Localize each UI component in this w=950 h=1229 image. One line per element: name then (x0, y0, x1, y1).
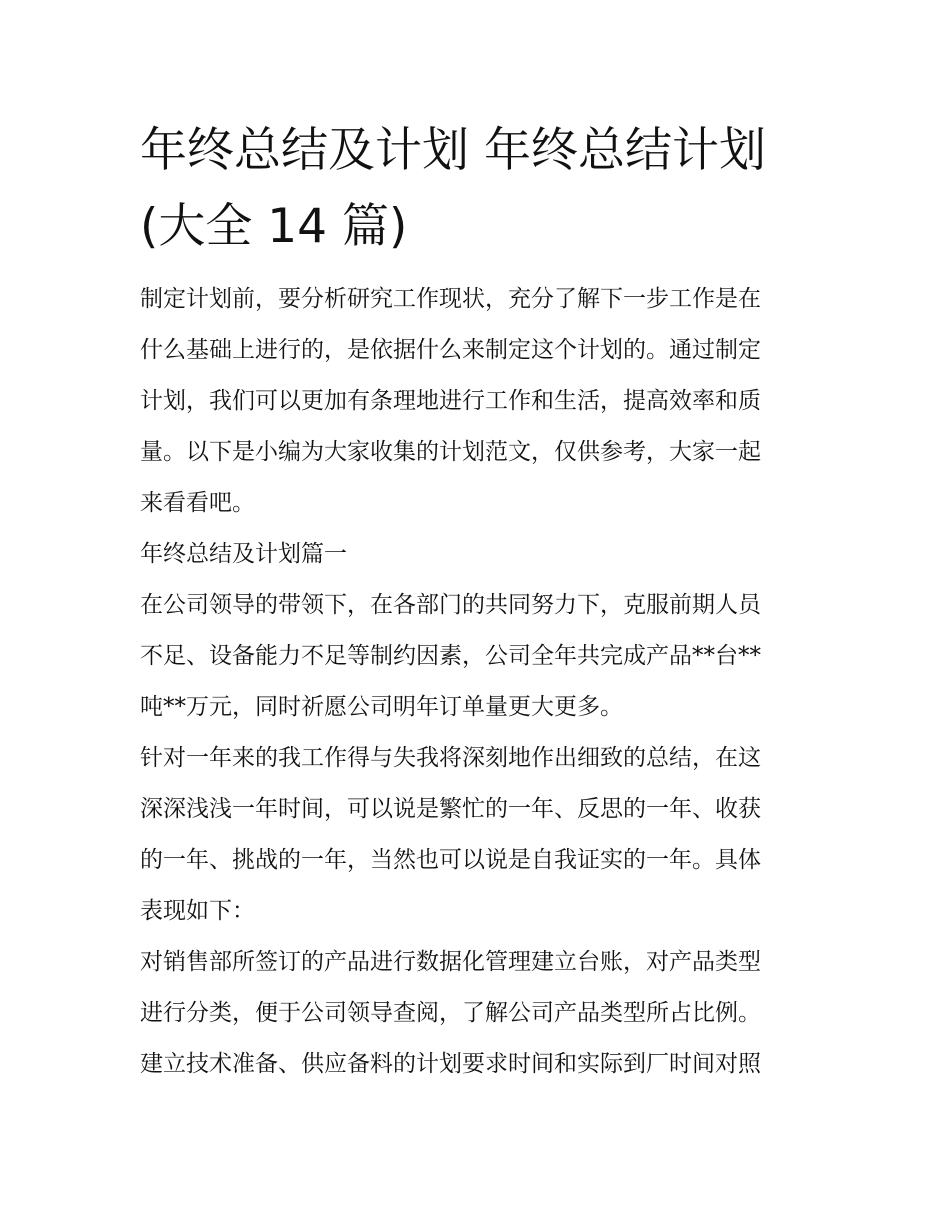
intro-line-4: 量。以下是小编为大家收集的计划范文，仅供参考，大家一起 (140, 439, 761, 465)
paragraph-4-line-1: 建立技术准备、供应备料的计划要求时间和实际到厂时间对照 (140, 1051, 761, 1077)
intro-line-2: 什么基础上进行的，是依据什么来制定这个计划的。通过制定 (140, 337, 761, 363)
paragraph-3-line-2: 进行分类，便于公司领导查阅，了解公司产品类型所占比例。 (140, 1000, 761, 1026)
paragraph-1-line-1: 在公司领导的带领下，在各部门的共同努力下，克服前期人员 (140, 592, 761, 618)
intro-line-5: 来看看吧。 (140, 490, 255, 516)
paragraph-2-line-4: 表现如下： (140, 898, 255, 924)
section-heading-1: 年终总结及计划篇一 (140, 541, 347, 567)
title-line-1: 年终总结及计划 年终总结计划 (140, 123, 766, 178)
intro-line-1: 制定计划前，要分析研究工作现状，充分了解下一步工作是在 (140, 286, 761, 312)
paragraph-2-line-2: 深深浅浅一年时间，可以说是繁忙的一年、反思的一年、收获 (140, 796, 761, 822)
document-title (140, 113, 830, 265)
intro-line-3: 计划，我们可以更加有条理地进行工作和生活，提高效率和质 (140, 388, 761, 414)
paragraph-3-line-1: 对销售部所签订的产品进行数据化管理建立台账，对产品类型 (140, 949, 761, 975)
paragraph-1-line-3: 吨**万元，同时祈愿公司明年订单量更大更多。 (140, 694, 623, 720)
title-line-2: (大全 14 篇) (140, 199, 408, 254)
document-body (140, 274, 830, 1090)
paragraph-2-line-1: 针对一年来的我工作得与失我将深刻地作出细致的总结，在这 (140, 745, 761, 771)
paragraph-2-line-3: 的一年、挑战的一年，当然也可以说是自我证实的一年。具体 (140, 847, 761, 873)
paragraph-1-line-2: 不足、设备能力不足等制约因素，公司全年共完成产品**台** (140, 643, 761, 669)
